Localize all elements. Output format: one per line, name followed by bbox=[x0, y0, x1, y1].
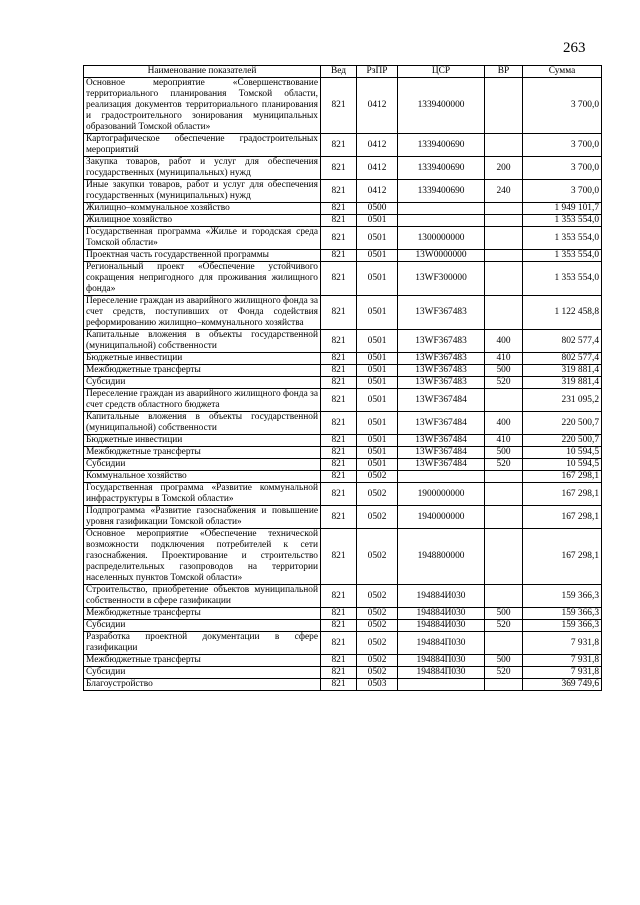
row-rzpr-cell: 0502 bbox=[357, 529, 398, 585]
row-rzpr-cell: 0501 bbox=[357, 389, 398, 412]
table-row bbox=[84, 353, 602, 365]
row-name-cell: Субсидии bbox=[84, 667, 321, 679]
row-csr-cell: 13WF367484 bbox=[398, 412, 485, 435]
row-rzpr-cell: 0502 bbox=[357, 585, 398, 608]
row-vr-cell: 500 bbox=[485, 447, 523, 459]
row-ved-cell: 821 bbox=[321, 203, 357, 215]
table-row bbox=[84, 296, 602, 330]
row-sum-cell: 167 298,1 bbox=[523, 506, 602, 529]
row-name-cell: Переселение граждан из аварийного жилищного фонда за счет средств областного бюджета bbox=[84, 389, 321, 412]
table-row bbox=[84, 180, 602, 203]
row-rzpr-cell: 0502 bbox=[357, 608, 398, 620]
row-ved-cell: 821 bbox=[321, 585, 357, 608]
table-row bbox=[84, 585, 602, 608]
row-ved-cell: 821 bbox=[321, 330, 357, 353]
row-vr-cell bbox=[485, 78, 523, 134]
row-ved-cell: 821 bbox=[321, 389, 357, 412]
row-vr-cell bbox=[485, 227, 523, 250]
row-csr-cell: 1339400690 bbox=[398, 134, 485, 157]
row-ved-cell: 821 bbox=[321, 483, 357, 506]
table-row bbox=[84, 203, 602, 215]
row-csr-cell: 1900000000 bbox=[398, 483, 485, 506]
row-csr-cell: 194884И030 bbox=[398, 620, 485, 632]
row-vr-cell bbox=[485, 529, 523, 585]
row-csr-cell: 13WF367484 bbox=[398, 459, 485, 471]
row-sum-cell: 7 931,8 bbox=[523, 655, 602, 667]
row-vr-cell: 520 bbox=[485, 667, 523, 679]
row-sum-cell: 7 931,8 bbox=[523, 632, 602, 655]
row-csr-cell: 1300000000 bbox=[398, 227, 485, 250]
row-name-cell: Благоустройство bbox=[84, 679, 321, 691]
row-name-cell: Основное мероприятие «Совершенствование территориального планирования Томской области, реализация документов территориального планирования и градостроительного зонирования муниципальных образований Томской области» bbox=[84, 78, 321, 134]
row-name-cell: Переселение граждан из аварийного жилищного фонда за счет средств, поступивших от Фонда содействия реформированию жилищно–коммунального хозяйства bbox=[84, 296, 321, 330]
row-csr-cell: 13WF367483 bbox=[398, 330, 485, 353]
row-sum-cell: 220 500,7 bbox=[523, 435, 602, 447]
table-row bbox=[84, 215, 602, 227]
row-vr-cell: 520 bbox=[485, 620, 523, 632]
row-name-cell: Государственная программа «Развитие коммунальной инфраструктуры в Томской области» bbox=[84, 483, 321, 506]
row-vr-cell bbox=[485, 471, 523, 483]
row-name-cell: Субсидии bbox=[84, 459, 321, 471]
row-csr-cell: 13WF300000 bbox=[398, 262, 485, 296]
row-csr-cell: 1339400000 bbox=[398, 78, 485, 134]
row-sum-cell: 3 700,0 bbox=[523, 78, 602, 134]
row-ved-cell: 821 bbox=[321, 529, 357, 585]
row-rzpr-cell: 0501 bbox=[357, 353, 398, 365]
row-rzpr-cell: 0501 bbox=[357, 447, 398, 459]
row-csr-cell: 13WF367483 bbox=[398, 296, 485, 330]
table-row bbox=[84, 78, 602, 134]
row-name-cell: Капитальные вложения в объекты государственной (муниципальной) собственности bbox=[84, 330, 321, 353]
row-rzpr-cell: 0412 bbox=[357, 157, 398, 180]
row-vr-cell bbox=[485, 262, 523, 296]
row-csr-cell bbox=[398, 215, 485, 227]
row-vr-cell bbox=[485, 506, 523, 529]
row-ved-cell: 821 bbox=[321, 134, 357, 157]
row-sum-cell: 802 577,4 bbox=[523, 330, 602, 353]
row-name-cell: Межбюджетные трансферты bbox=[84, 655, 321, 667]
row-rzpr-cell: 0501 bbox=[357, 435, 398, 447]
table-row bbox=[84, 506, 602, 529]
row-csr-cell: 194884И030 bbox=[398, 608, 485, 620]
row-rzpr-cell: 0501 bbox=[357, 365, 398, 377]
row-csr-cell: 13WF367483 bbox=[398, 365, 485, 377]
row-name-cell: Бюджетные инвестиции bbox=[84, 353, 321, 365]
row-csr-cell: 13W0000000 bbox=[398, 250, 485, 262]
row-sum-cell: 7 931,8 bbox=[523, 667, 602, 679]
row-vr-cell: 200 bbox=[485, 157, 523, 180]
row-rzpr-cell: 0501 bbox=[357, 412, 398, 435]
table-row bbox=[84, 157, 602, 180]
row-ved-cell: 821 bbox=[321, 506, 357, 529]
row-name-cell: Государственная программа «Жилье и городская среда Томской области» bbox=[84, 227, 321, 250]
row-ved-cell: 821 bbox=[321, 655, 357, 667]
row-rzpr-cell: 0501 bbox=[357, 296, 398, 330]
table-row bbox=[84, 471, 602, 483]
row-csr-cell bbox=[398, 679, 485, 691]
row-sum-cell: 10 594,5 bbox=[523, 447, 602, 459]
row-ved-cell: 821 bbox=[321, 365, 357, 377]
table-row bbox=[84, 365, 602, 377]
row-sum-cell: 167 298,1 bbox=[523, 483, 602, 506]
page-number: 263 bbox=[563, 40, 586, 56]
row-sum-cell: 3 700,0 bbox=[523, 134, 602, 157]
table-row bbox=[84, 447, 602, 459]
table-row bbox=[84, 250, 602, 262]
row-vr-cell: 520 bbox=[485, 377, 523, 389]
header-csr: ЦСР bbox=[398, 66, 485, 78]
row-name-cell: Проектная часть государственной программы bbox=[84, 250, 321, 262]
row-vr-cell bbox=[485, 483, 523, 506]
row-csr-cell: 13WF367483 bbox=[398, 377, 485, 389]
row-csr-cell: 13WF367483 bbox=[398, 353, 485, 365]
table-row bbox=[84, 330, 602, 353]
row-name-cell: Бюджетные инвестиции bbox=[84, 435, 321, 447]
row-sum-cell: 369 749,6 bbox=[523, 679, 602, 691]
row-sum-cell: 1 353 554,0 bbox=[523, 250, 602, 262]
row-rzpr-cell: 0502 bbox=[357, 506, 398, 529]
row-vr-cell: 410 bbox=[485, 435, 523, 447]
table-row bbox=[84, 667, 602, 679]
row-vr-cell: 500 bbox=[485, 608, 523, 620]
row-vr-cell: 400 bbox=[485, 330, 523, 353]
row-rzpr-cell: 0501 bbox=[357, 330, 398, 353]
row-name-cell: Коммунальное хозяйство bbox=[84, 471, 321, 483]
row-csr-cell: 1339400690 bbox=[398, 157, 485, 180]
row-sum-cell: 159 366,3 bbox=[523, 620, 602, 632]
row-vr-cell bbox=[485, 632, 523, 655]
row-vr-cell: 500 bbox=[485, 365, 523, 377]
row-ved-cell: 821 bbox=[321, 250, 357, 262]
row-csr-cell: 13WF367484 bbox=[398, 447, 485, 459]
row-ved-cell: 821 bbox=[321, 412, 357, 435]
header-name: Наименование показателей bbox=[84, 66, 321, 78]
row-ved-cell: 821 bbox=[321, 620, 357, 632]
row-sum-cell: 10 594,5 bbox=[523, 459, 602, 471]
table-row bbox=[84, 608, 602, 620]
row-ved-cell: 821 bbox=[321, 459, 357, 471]
table-row bbox=[84, 632, 602, 655]
row-sum-cell: 167 298,1 bbox=[523, 471, 602, 483]
row-vr-cell bbox=[485, 215, 523, 227]
row-ved-cell: 821 bbox=[321, 78, 357, 134]
table-row bbox=[84, 435, 602, 447]
row-rzpr-cell: 0502 bbox=[357, 632, 398, 655]
row-ved-cell: 821 bbox=[321, 608, 357, 620]
row-ved-cell: 821 bbox=[321, 215, 357, 227]
row-vr-cell: 410 bbox=[485, 353, 523, 365]
row-ved-cell: 821 bbox=[321, 447, 357, 459]
row-csr-cell bbox=[398, 203, 485, 215]
row-vr-cell bbox=[485, 203, 523, 215]
header-rzpr: РзПР bbox=[357, 66, 398, 78]
row-sum-cell: 159 366,3 bbox=[523, 585, 602, 608]
row-ved-cell: 821 bbox=[321, 679, 357, 691]
row-name-cell: Строительство, приобретение объектов муниципальной собственности в сфере газификации bbox=[84, 585, 321, 608]
row-sum-cell: 167 298,1 bbox=[523, 529, 602, 585]
row-sum-cell: 319 881,4 bbox=[523, 365, 602, 377]
row-sum-cell: 1 353 554,0 bbox=[523, 215, 602, 227]
row-csr-cell: 1940000000 bbox=[398, 506, 485, 529]
row-rzpr-cell: 0501 bbox=[357, 377, 398, 389]
header-vr: ВР bbox=[485, 66, 523, 78]
row-sum-cell: 1 949 101,7 bbox=[523, 203, 602, 215]
row-name-cell: Региональный проект «Обеспечение устойчивого сокращения непригодного для проживания жилищного фонда» bbox=[84, 262, 321, 296]
row-rzpr-cell: 0501 bbox=[357, 215, 398, 227]
row-sum-cell: 159 366,3 bbox=[523, 608, 602, 620]
row-csr-cell: 13WF367484 bbox=[398, 389, 485, 412]
row-sum-cell: 231 095,2 bbox=[523, 389, 602, 412]
row-rzpr-cell: 0501 bbox=[357, 459, 398, 471]
header-sum: Сумма bbox=[523, 66, 602, 78]
table-row bbox=[84, 377, 602, 389]
table-row bbox=[84, 483, 602, 506]
table-row bbox=[84, 227, 602, 250]
row-name-cell: Иные закупки товаров, работ и услуг для обеспечения государственных (муниципальных) нужд bbox=[84, 180, 321, 203]
row-ved-cell: 821 bbox=[321, 180, 357, 203]
row-csr-cell: 194884П030 bbox=[398, 667, 485, 679]
row-rzpr-cell: 0501 bbox=[357, 262, 398, 296]
row-csr-cell: 1339400690 bbox=[398, 180, 485, 203]
row-ved-cell: 821 bbox=[321, 471, 357, 483]
row-ved-cell: 821 bbox=[321, 262, 357, 296]
table-row bbox=[84, 262, 602, 296]
row-rzpr-cell: 0501 bbox=[357, 250, 398, 262]
row-name-cell: Жилищное хозяйство bbox=[84, 215, 321, 227]
row-rzpr-cell: 0503 bbox=[357, 679, 398, 691]
row-sum-cell: 1 122 458,8 bbox=[523, 296, 602, 330]
row-sum-cell: 1 353 554,0 bbox=[523, 227, 602, 250]
row-vr-cell: 500 bbox=[485, 655, 523, 667]
row-name-cell: Межбюджетные трансферты bbox=[84, 608, 321, 620]
row-csr-cell: 194884И030 bbox=[398, 585, 485, 608]
table-row bbox=[84, 412, 602, 435]
row-ved-cell: 821 bbox=[321, 435, 357, 447]
row-ved-cell: 821 bbox=[321, 157, 357, 180]
row-vr-cell bbox=[485, 679, 523, 691]
row-ved-cell: 821 bbox=[321, 667, 357, 679]
row-name-cell: Субсидии bbox=[84, 620, 321, 632]
table-row bbox=[84, 620, 602, 632]
row-rzpr-cell: 0501 bbox=[357, 227, 398, 250]
row-sum-cell: 3 700,0 bbox=[523, 180, 602, 203]
row-name-cell: Подпрограмма «Развитие газоснабжения и повышение уровня газификации Томской области» bbox=[84, 506, 321, 529]
row-rzpr-cell: 0502 bbox=[357, 620, 398, 632]
row-vr-cell bbox=[485, 389, 523, 412]
row-rzpr-cell: 0412 bbox=[357, 180, 398, 203]
row-rzpr-cell: 0502 bbox=[357, 655, 398, 667]
row-name-cell: Картографическое обеспечение градостроительных мероприятий bbox=[84, 134, 321, 157]
table-row bbox=[84, 655, 602, 667]
table-row bbox=[84, 459, 602, 471]
table-row bbox=[84, 389, 602, 412]
row-sum-cell: 319 881,4 bbox=[523, 377, 602, 389]
row-name-cell: Субсидии bbox=[84, 377, 321, 389]
row-csr-cell bbox=[398, 471, 485, 483]
row-rzpr-cell: 0412 bbox=[357, 134, 398, 157]
row-vr-cell bbox=[485, 134, 523, 157]
row-ved-cell: 821 bbox=[321, 227, 357, 250]
table-row bbox=[84, 679, 602, 691]
row-rzpr-cell: 0412 bbox=[357, 78, 398, 134]
row-vr-cell bbox=[485, 296, 523, 330]
table-header-row bbox=[84, 66, 602, 78]
header-ved: Вед bbox=[321, 66, 357, 78]
row-sum-cell: 1 353 554,0 bbox=[523, 262, 602, 296]
budget-table bbox=[83, 65, 602, 691]
row-name-cell: Капитальные вложения в объекты государственной (муниципальной) собственности bbox=[84, 412, 321, 435]
row-vr-cell bbox=[485, 585, 523, 608]
row-name-cell: Межбюджетные трансферты bbox=[84, 447, 321, 459]
row-csr-cell: 13WF367484 bbox=[398, 435, 485, 447]
row-rzpr-cell: 0502 bbox=[357, 483, 398, 506]
row-name-cell: Закупка товаров, работ и услуг для обеспечения государственных (муниципальных) нужд bbox=[84, 157, 321, 180]
row-name-cell: Основное мероприятие «Обеспечение технической возможности подключения потребителей к сети газоснабжения. Проектирование и строительство распределительных газопроводов на территории населенных пунктов Томской области» bbox=[84, 529, 321, 585]
row-vr-cell: 520 bbox=[485, 459, 523, 471]
row-name-cell: Межбюджетные трансферты bbox=[84, 365, 321, 377]
row-vr-cell: 400 bbox=[485, 412, 523, 435]
row-name-cell: Разработка проектной документации в сфере газификации bbox=[84, 632, 321, 655]
row-vr-cell: 240 bbox=[485, 180, 523, 203]
row-vr-cell bbox=[485, 250, 523, 262]
row-sum-cell: 802 577,4 bbox=[523, 353, 602, 365]
row-csr-cell: 1948800000 bbox=[398, 529, 485, 585]
row-rzpr-cell: 0500 bbox=[357, 203, 398, 215]
row-csr-cell: 194884П030 bbox=[398, 632, 485, 655]
table-row bbox=[84, 529, 602, 585]
row-sum-cell: 3 700,0 bbox=[523, 157, 602, 180]
row-sum-cell: 220 500,7 bbox=[523, 412, 602, 435]
row-csr-cell: 194884П030 bbox=[398, 655, 485, 667]
row-rzpr-cell: 0502 bbox=[357, 471, 398, 483]
row-ved-cell: 821 bbox=[321, 377, 357, 389]
row-rzpr-cell: 0502 bbox=[357, 667, 398, 679]
row-ved-cell: 821 bbox=[321, 353, 357, 365]
table-row bbox=[84, 134, 602, 157]
row-ved-cell: 821 bbox=[321, 632, 357, 655]
row-ved-cell: 821 bbox=[321, 296, 357, 330]
row-name-cell: Жилищно–коммунальное хозяйство bbox=[84, 203, 321, 215]
